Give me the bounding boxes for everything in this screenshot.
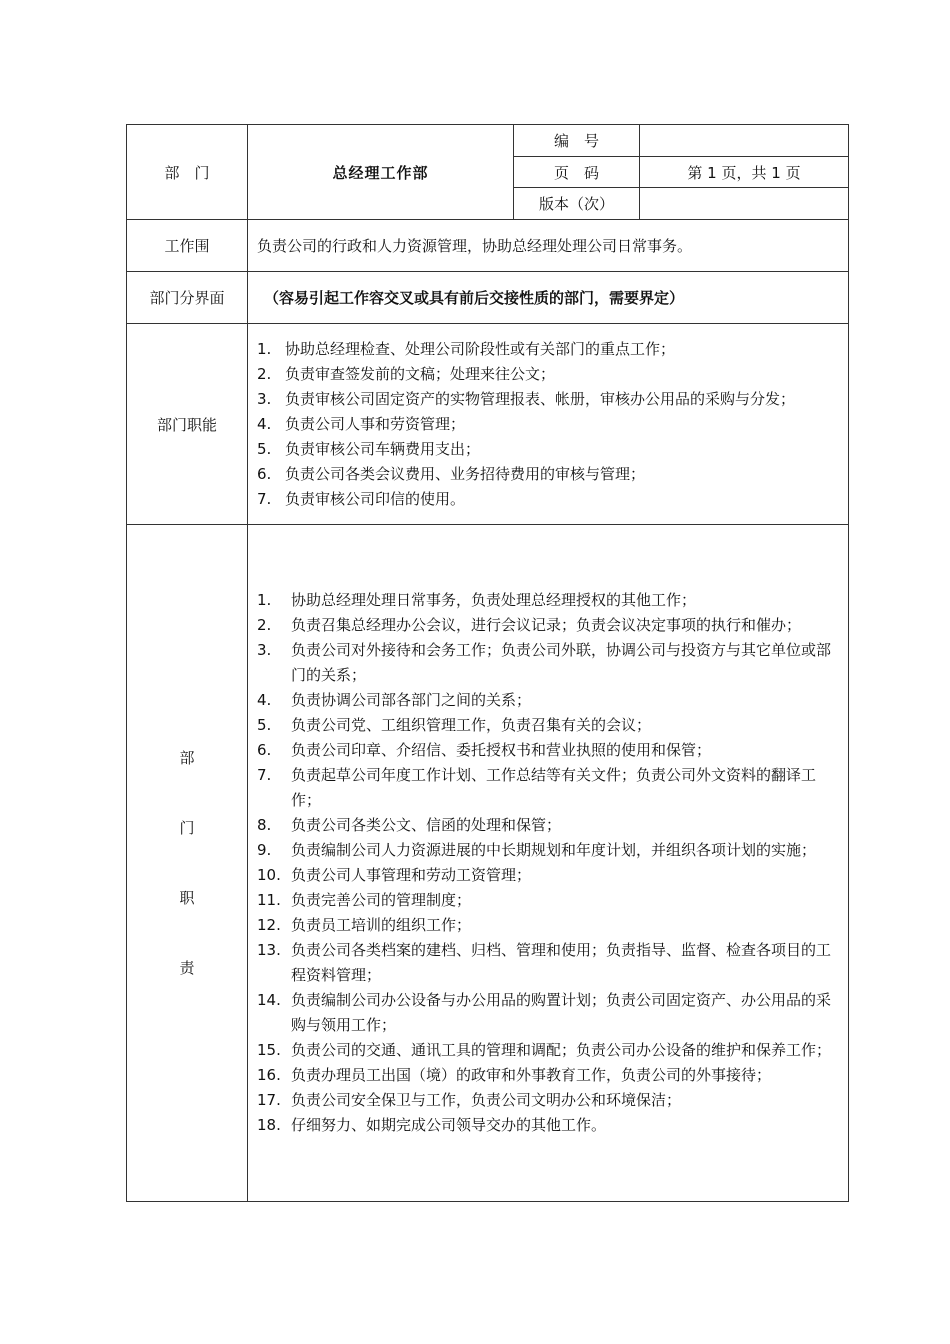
dept-name-cell xyxy=(248,125,514,220)
scope-text-cell xyxy=(248,220,849,272)
dept-label: 部 门 xyxy=(164,163,210,182)
list-item-text: 协助总经理处理日常事务，负责处理总经理授权的其他工作； xyxy=(291,591,697,609)
list-item-number: 3. xyxy=(257,641,272,659)
list-item-number: 4. xyxy=(257,414,272,433)
list-item-text: 负责公司各类公文、信函的处理和保管； xyxy=(291,816,562,834)
list-item-text: 仔细努力、如期完成公司领导交办的其他工作。 xyxy=(291,1116,607,1134)
list-item xyxy=(257,462,842,487)
list-item-text: 负责公司各类会议费用、业务招待费用的审核与管理； xyxy=(285,464,646,483)
boundary-label-cell xyxy=(127,272,248,324)
list-item-number: 9. xyxy=(257,841,272,859)
list-item-text: 负责审查签发前的文稿；处理来往公文； xyxy=(285,364,556,383)
list-item xyxy=(257,763,842,813)
list-item-number: 7. xyxy=(257,489,272,508)
version-value-cell xyxy=(640,188,849,220)
list-item-number: 2. xyxy=(257,616,272,634)
list-item-text: 负责审核公司固定资产的实物管理报表、帐册，审核办公用品的采购与分发； xyxy=(285,389,796,408)
list-item-number: 6. xyxy=(257,741,272,759)
list-item xyxy=(257,913,842,938)
doc-number-label-cell xyxy=(514,125,640,157)
list-item-number: 3. xyxy=(257,389,272,408)
list-item xyxy=(257,337,842,362)
list-item xyxy=(257,638,842,688)
list-item-number: 5. xyxy=(257,439,272,458)
list-item-text: 负责公司印章、介绍信、委托授权书和营业执照的使用和保管； xyxy=(291,741,712,759)
duties-list xyxy=(257,588,842,1138)
list-item-text: 负责公司党、工组织管理工作，负责召集有关的会议； xyxy=(291,716,652,734)
functions-list xyxy=(257,337,842,512)
list-item-text: 负责审核公司印信的使用。 xyxy=(285,489,466,508)
duties-label-char: 责 xyxy=(179,959,195,977)
list-item-number: 8. xyxy=(257,816,272,834)
list-item-text: 负责公司人事和劳资管理； xyxy=(285,414,466,433)
list-item-text: 负责起草公司年度工作计划、工作总结等有关文件；负责公司外文资料的翻译工作； xyxy=(291,766,817,809)
version-label: 版本（次） xyxy=(538,195,614,213)
list-item-text: 负责公司的交通、通讯工具的管理和调配；负责公司办公设备的维护和保养工作； xyxy=(291,1041,832,1059)
list-item xyxy=(257,387,842,412)
list-item-number: 11. xyxy=(257,891,281,909)
list-item-number: 1. xyxy=(257,339,272,358)
dept-label-cell xyxy=(127,125,248,220)
duties-label-cell xyxy=(127,525,248,1202)
duties-label-char: 职 xyxy=(179,889,195,907)
list-item-text: 负责公司对外接待和会务工作；负责公司外联，协调公司与投资方与其它单位或部门的关系； xyxy=(291,641,832,684)
list-item-number: 15. xyxy=(257,1041,281,1059)
list-item xyxy=(257,613,842,638)
boundary-text: （容易引起工作容交叉或具有前后交接性质的部门，需要界定） xyxy=(264,289,685,307)
list-item xyxy=(257,588,842,613)
page-label-cell xyxy=(514,157,640,188)
functions-list-cell xyxy=(248,324,849,525)
list-item-number: 4. xyxy=(257,691,272,709)
department-duty-table xyxy=(126,124,849,1202)
list-item xyxy=(257,1088,842,1113)
functions-label: 部门职能 xyxy=(156,415,217,434)
list-item-text: 负责审核公司车辆费用支出； xyxy=(285,439,481,458)
list-item-number: 6. xyxy=(257,464,272,483)
list-item-text: 负责员工培训的组织工作； xyxy=(291,916,472,934)
boundary-text-cell xyxy=(248,272,849,324)
list-item-text: 负责编制公司人力资源进展的中长期规划和年度计划，并组织各项计划的实施； xyxy=(291,841,817,859)
list-item-number: 5. xyxy=(257,716,272,734)
scope-text: 负责公司的行政和人力资源管理，协助总经理处理公司日常事务。 xyxy=(257,237,693,255)
list-item xyxy=(257,738,842,763)
duties-label-char: 部 xyxy=(179,749,195,767)
list-item-text: 负责公司人事管理和劳动工资管理； xyxy=(291,866,532,884)
list-item-number: 14. xyxy=(257,991,281,1009)
page-value-cell xyxy=(640,157,849,188)
list-item xyxy=(257,938,842,988)
dept-name-title: 总经理工作部 xyxy=(332,163,429,182)
list-item xyxy=(257,713,842,738)
scope-label: 工作围 xyxy=(164,237,210,255)
list-item-number: 16. xyxy=(257,1066,281,1084)
list-item xyxy=(257,362,842,387)
list-item-text: 负责召集总经理办公会议，进行会议记录；负责会议决定事项的执行和催办； xyxy=(291,616,802,634)
doc-number-label: 编 号 xyxy=(553,132,599,150)
list-item-number: 18. xyxy=(257,1116,281,1134)
list-item xyxy=(257,412,842,437)
list-item-text: 负责完善公司的管理制度； xyxy=(291,891,472,909)
list-item-number: 7. xyxy=(257,766,272,784)
list-item xyxy=(257,838,842,863)
list-item-text: 负责办理员工出国（境）的政审和外事教育工作，负责公司的外事接待； xyxy=(291,1066,772,1084)
page-value: 第 1 页，共 1 页 xyxy=(687,163,801,182)
list-item xyxy=(257,1038,842,1063)
list-item xyxy=(257,888,842,913)
list-item xyxy=(257,1113,842,1138)
list-item xyxy=(257,688,842,713)
list-item-number: 17. xyxy=(257,1091,281,1109)
list-item-text: 负责协调公司部各部门之间的关系； xyxy=(291,691,532,709)
scope-label-cell xyxy=(127,220,248,272)
list-item-text: 负责公司各类档案的建档、归档、管理和使用；负责指导、监督、检查各项目的工程资料管理； xyxy=(291,941,832,984)
duties-list-cell xyxy=(248,525,849,1202)
list-item xyxy=(257,863,842,888)
boundary-label: 部门分界面 xyxy=(149,289,225,307)
page-label: 页 码 xyxy=(553,163,599,182)
list-item xyxy=(257,988,842,1038)
list-item-number: 1. xyxy=(257,591,272,609)
functions-label-cell xyxy=(127,324,248,525)
list-item xyxy=(257,813,842,838)
list-item-number: 12. xyxy=(257,916,281,934)
duties-label-char: 门 xyxy=(179,819,195,837)
list-item-number: 2. xyxy=(257,364,272,383)
list-item-number: 13. xyxy=(257,941,281,959)
list-item xyxy=(257,437,842,462)
list-item xyxy=(257,487,842,512)
doc-number-value-cell xyxy=(640,125,849,157)
list-item-text: 协助总经理检查、处理公司阶段性或有关部门的重点工作； xyxy=(285,339,676,358)
list-item xyxy=(257,1063,842,1088)
list-item-number: 10. xyxy=(257,866,281,884)
version-label-cell xyxy=(514,188,640,220)
list-item-text: 负责公司安全保卫与工作，负责公司文明办公和环境保洁； xyxy=(291,1091,682,1109)
list-item-text: 负责编制公司办公设备与办公用品的购置计划；负责公司固定资产、办公用品的采购与领用工作； xyxy=(291,991,832,1034)
